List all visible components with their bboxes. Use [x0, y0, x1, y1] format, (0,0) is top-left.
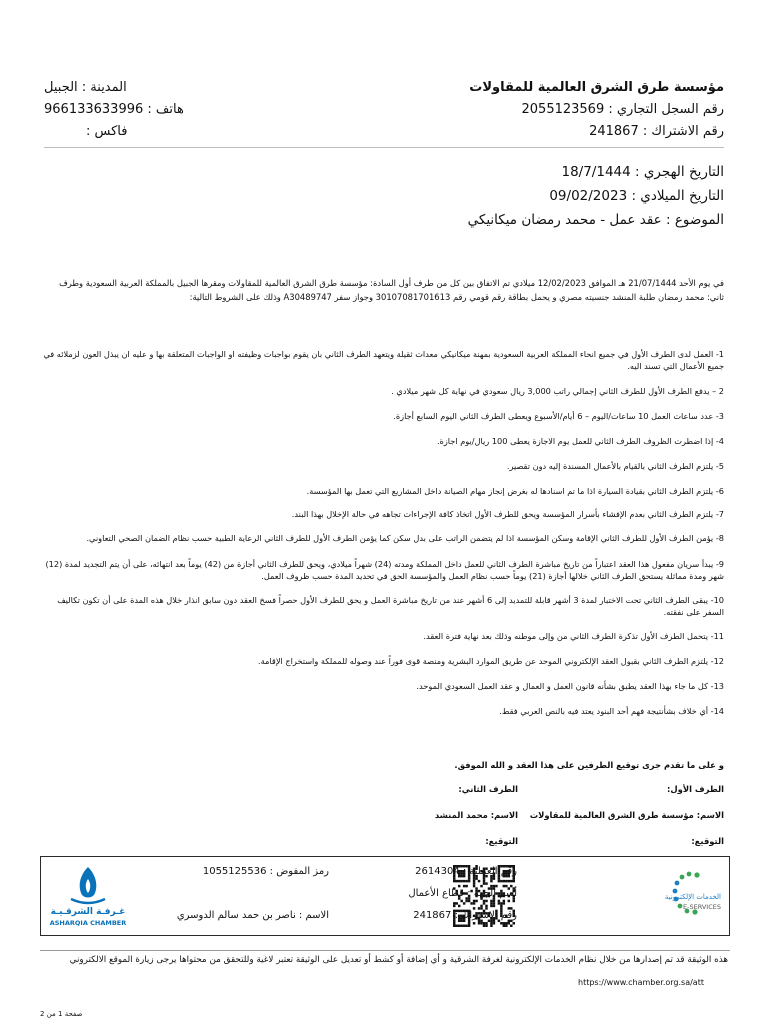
second-party-label: الطرف الثاني: — [458, 784, 518, 794]
fax: فاكس : — [86, 124, 128, 139]
clause-3: 3- عدد ساعات العمل 10 ساعات/اليوم – 6 أيام/الأسبوع ويعطى الطرف الثاني اليوم السابع أجازة. — [393, 411, 724, 421]
first-party-name: الاسم: مؤسسة طرق الشرق العالمية للمقاولات — [529, 810, 724, 820]
footer-note: هذه الوثيقة قد تم إصدارها من خلال نظام الخدمات الإلكترونية لغرفة الشرقية و أي إضافة أو كشط أو تعديل على الوثيقة تعتبر لاغية وللتحقق من محتواها يرجى زيارة الموقع الالكتروني — [69, 955, 728, 965]
chamber-logo-icon — [47, 863, 129, 907]
chamber-name-en: ASHARQIA CHAMBER — [49, 919, 127, 927]
clause-13: 13- كل ما جاء بهذا العقد يطبق بشأنه قانون العمل و العمال و عقد العمل السعودي الموحد. — [416, 681, 724, 691]
clause-2: 2 – يدفع الطرف الأول للطرف الثاني إجمالي راتب 3,000 ريال سعودي في نهاية كل شهر ميلادي . — [391, 386, 724, 396]
verification-url[interactable]: https://www.chamber.org.sa/att — [578, 978, 704, 987]
closing-statement: و على ما تقدم جرى توقيع الطرفين على هذا العقد و الله الموفق. — [454, 760, 724, 770]
clause-4: 4- إذا اضطرت الظروف الطرف الثاني للعمل يوم الاجازة يعطى 100 ريال/يوم اجازة. — [436, 436, 724, 446]
second-party-name: الاسم: محمد المنشد — [434, 810, 518, 820]
commercial-register: رقم السجل التجاري : 2055123569 — [521, 102, 724, 117]
eservices-en: E-SERVICES — [683, 903, 721, 911]
clause-9: 9- يبدأ سريان مفعول هذا العقد اعتباراً من تاريخ مباشرة الطرف الثاني للعمل داخل المملكة ومدته (24) شهراً ميلادي، ويحق للطرف الثاني أجازة من (42) يوماً بعد انتهائه، على أن يتم التجديد لمدة (12) شهر ومدة مماثلة يستحق الطرف الثاني خلالها أجازة (21) يوماً حسب نظام العمل والمؤسسة الحق في تحديد المدة حسب ظروف العمل. — [45, 559, 724, 581]
gregorian-date: التاريخ الميلادي : 09/02/2023 — [549, 188, 724, 204]
subject-line: الموضوع : عقد عمل - محمد رمضان ميكانيكي — [467, 212, 724, 228]
phone: هاتف : 966133633996 — [44, 102, 184, 117]
eservices-logo — [623, 865, 723, 927]
chamber-name-ar: غـرفـة الشرقـيـة — [50, 907, 126, 917]
clause-1: 1- العمل لدى الطرف الأول في جميع انحاء المملكة العربية السعودية بمهنة ميكانيكي معدات ثقيلة ويتعهد الطرف الثاني بان يقوم بواجبات وظيفته او الواجبات المتعلقة بها و عليه ان يبذل العون لزملائه في جميع الأعمال التي تسند اليه. — [43, 349, 724, 371]
clause-5: 5- يلتزم الطرف الثاني بالقيام بالأعمال المسندة إليه دون تقصير. — [506, 461, 724, 471]
verification-membership: رقم الاشتراك : 241867 — [413, 910, 517, 921]
clause-8: 8- يؤمن الطرف الأول للطرف الثاني الإقامة وسكن المؤسسة اذا لم يتضمن الراتب على بدل سكن كما يؤمن الطرف الأول للطرف الثاني الرعاية الطبية حسب نظام الضمان الصحي التعاوني. — [86, 533, 724, 543]
chamber-logo — [47, 863, 129, 931]
footer-divider — [40, 950, 730, 951]
delegate-code: رمز المفوض : 1055125536 — [202, 866, 329, 877]
header-divider — [44, 147, 724, 148]
clause-6: 6- يلتزم الطرف الثاني بقيادة السيارة اذا ما تم اسنادها له بغرض إنجاز مهام الصيانة داخل المشاريع التي تعمل بها المؤسسة. — [306, 486, 724, 496]
clause-14: 14- أي خلاف بشأنتيجة فهم أحد البنود يعتد فيه بالنص العربي فقط. — [499, 706, 724, 716]
transaction-number: رقم العملية : 2614304 — [415, 866, 517, 877]
delegate-name: الاسم : ناصر بن حمد سالم الدوسري — [176, 910, 329, 921]
membership-number: رقم الاشتراك : 241867 — [589, 124, 724, 139]
eservices-ar: الخدمات الإلكترونية — [664, 893, 721, 901]
entity-name: أسم الجهة : قطاع الأعمال — [408, 888, 517, 899]
first-party-label: الطرف الأول: — [667, 784, 724, 794]
clause-11: 11- يتحمل الطرف الأول تذكرة الطرف الثاني من وإلى موطنه وذلك بعد نهاية فترة العقد. — [423, 631, 724, 641]
clause-10: 10- يبقى الطرف الثاني تحت الاختبار لمدة 3 أشهر قابلة للتمديد إلى 6 أشهر عند من تاريخ مباشرة العمل و يحق للطرف الأول حصراً فسخ العقد دون سابق انذار خلال هذه المدة على أن تكون تكاليف السفر على نفقته. — [57, 595, 724, 617]
city: المدينة : الجبيل — [44, 80, 127, 95]
contract-intro: في يوم الأحد 21/07/1444 هـ الموافق 12/02/2023 ميلادي تم الاتفاق بين كل من طرف أول السادة: مؤسسة طرق الشرق العالمية للمقاولات ومقرها الجبيل بالمملكة العربية السعودية وطرف ثاني: محمد رمضان طلبة المنشد جنسيته مصري و يحمل بطاقة رقم قومي رقم 30107081701613 وجواز سفر A30489747 وذلك على الشروط التالية: — [59, 278, 724, 302]
first-party-signature: التوقيع: — [691, 836, 724, 846]
company-name: مؤسسة طرق الشرق العالمية للمقاولات — [469, 80, 724, 95]
hijri-date: التاريخ الهجري : 18/7/1444 — [561, 164, 724, 180]
clause-12: 12- يلتزم الطرف الثاني بقبول العقد الإلكتروني الموحد عن طريق الموارد البشرية ومنصة قوى فوراً عند وصوله للمملكة واستخراج الإقامة. — [258, 656, 724, 666]
clause-7: 7- يلتزم الطرف الثاني بعدم الإفشاء بأسرار المؤسسة ويحق للطرف الأول اتخاذ كافة الإجراءات تجاهه في حالة الإخلال بهذا البند. — [291, 509, 724, 519]
second-party-signature: التوقيع: — [485, 836, 518, 846]
page-number: صفحة 1 من 2 — [40, 1010, 83, 1018]
verification-box — [40, 856, 730, 936]
